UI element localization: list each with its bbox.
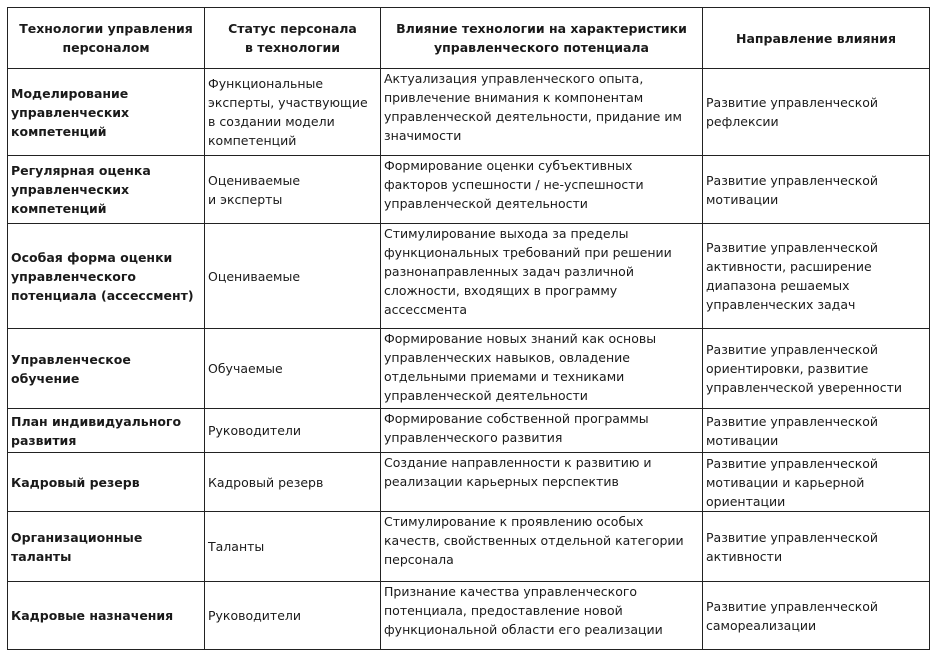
table-row [8,156,930,224]
direction-cell: Развитие управленческой активности [703,512,930,582]
header-effect: Влияние технологии на характеристики управленческого потенциала [381,8,703,69]
effect-cell: Стимулирование выхода за пределы функциональных требований при решении разнонаправленных задач различной сложности, входящих в программу ассессмента [381,224,703,329]
status-cell: Функциональные эксперты, участвующие в создании модели компетенций [205,69,381,156]
table-row [8,224,930,329]
table-row [8,329,930,409]
effect-cell: Стимулирование к проявлению особых качеств, свойственных отдельной категории персонала [381,512,703,582]
table-header-row [8,8,930,69]
technology-influence-table [7,7,930,650]
status-cell: Кадровый резерв [205,453,381,512]
status-cell: Обучаемые [205,329,381,409]
technology-cell: Моделирование управленческих компетенций [8,69,205,156]
table-row [8,409,930,453]
effect-cell: Актуализация управленческого опыта, привлечение внимания к компонентам управленческой деятельности, придание им значимости [381,69,703,156]
table-row [8,69,930,156]
table-row [8,582,930,650]
technology-cell: План индивидуального развития [8,409,205,453]
direction-cell: Развитие управленческой мотивации и карьерной ориентации [703,453,930,512]
technology-cell: Кадровые назначения [8,582,205,650]
header-direction: Направление влияния [703,8,930,69]
technology-cell: Организационные таланты [8,512,205,582]
technology-cell: Управленческое обучение [8,329,205,409]
header-status: Статус персонала в технологии [205,8,381,69]
table-row [8,453,930,512]
direction-cell: Развитие управленческой активности, расширение диапазона решаемых управленческих задач [703,224,930,329]
effect-cell: Создание направленности к развитию и реализации карьерных перспектив [381,453,703,512]
direction-cell: Развитие управленческой мотивации [703,156,930,224]
effect-cell: Формирование оценки субъективных факторов успешности / не-успешности управленческой деятельности [381,156,703,224]
status-cell: Руководители [205,582,381,650]
technology-cell: Особая форма оценки управленческого потенциала (ассессмент) [8,224,205,329]
status-cell: Таланты [205,512,381,582]
status-cell: Оцениваемые и эксперты [205,156,381,224]
effect-cell: Формирование собственной программы управленческого развития [381,409,703,453]
status-cell: Оцениваемые [205,224,381,329]
effect-cell: Признание качества управленческого потенциала, предоставление новой функциональной области его реализации [381,582,703,650]
technology-cell: Регулярная оценка управленческих компетенций [8,156,205,224]
direction-cell: Развитие управленческой самореализации [703,582,930,650]
direction-cell: Развитие управленческой мотивации [703,409,930,453]
effect-cell: Формирование новых знаний как основы управленческих навыков, овладение отдельными приемами и техниками управленческой деятельности [381,329,703,409]
technology-cell: Кадровый резерв [8,453,205,512]
status-cell: Руководители [205,409,381,453]
direction-cell: Развитие управленческой рефлексии [703,69,930,156]
direction-cell: Развитие управленческой ориентировки, развитие управленческой уверенности [703,329,930,409]
header-technology: Технологии управления персоналом [8,8,205,69]
table-row [8,512,930,582]
